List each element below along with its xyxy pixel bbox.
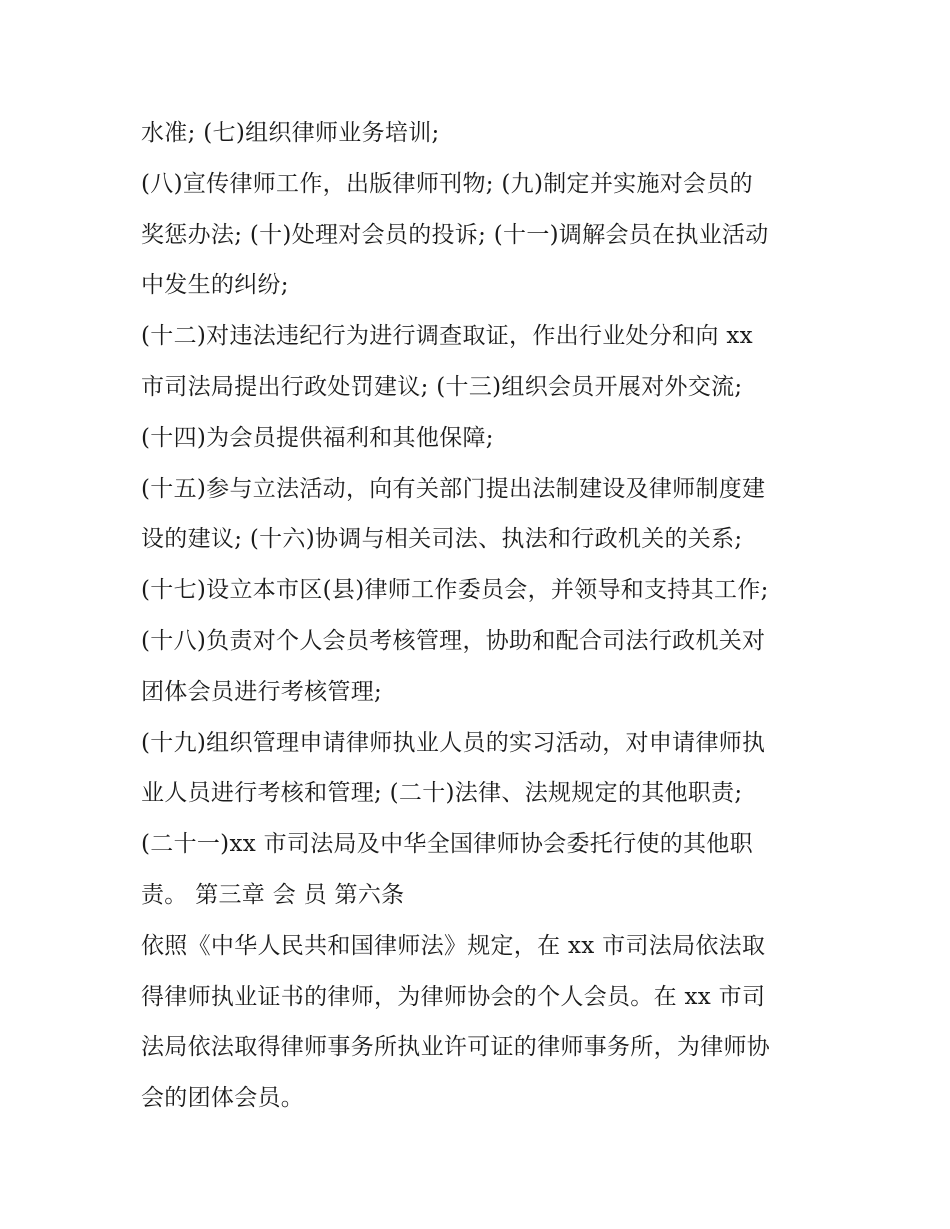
text-line: 业人员进行考核和管理; (二十)法律、法规规定的其他职责;	[141, 780, 743, 807]
text-line: (十八)负责对个人会员考核管理，协助和配合司法行政机关对	[141, 627, 766, 654]
text-line: (十七)设立本市区(县)律师工作委员会，并领导和支持其工作;	[141, 577, 769, 604]
text-line: (十九)组织管理申请律师执业人员的实习活动，对申请律师执	[141, 729, 766, 756]
text-line: 得律师执业证书的律师，为律师协会的个人会员。在 xx 市司	[141, 983, 766, 1010]
text-line: 会的团体会员。	[141, 1085, 305, 1112]
text-line: (八)宣传律师工作，出版律师刊物; (九)制定并实施对会员的	[141, 170, 753, 197]
text-line: 市司法局提出行政处罚建议; (十三)组织会员开展对外交流;	[141, 373, 743, 400]
text-line: (十二)对违法违纪行为进行调查取证，作出行业处分和向 xx	[141, 323, 753, 350]
text-line: 法局依法取得律师事务所执业许可证的律师事务所，为律师协	[141, 1034, 771, 1061]
text-line: 团体会员进行考核管理;	[141, 678, 383, 705]
text-line: (十五)参与立法活动，向有关部门提出法制建设及律师制度建	[141, 475, 766, 502]
text-line: 设的建议; (十六)协调与相关司法、执法和行政机关的关系;	[141, 526, 743, 553]
text-line: 中发生的纠纷;	[141, 272, 289, 299]
text-line: 奖惩办法; (十)处理对会员的投诉; (十一)调解会员在执业活动	[141, 221, 769, 248]
text-line: 水准; (七)组织律师业务培训;	[141, 120, 440, 146]
text-line: 责。 第三章 会 员 第六条	[141, 881, 405, 908]
text-line: 依照《中华人民共和国律师法》规定，在 xx 市司法局依法取	[141, 932, 766, 959]
document-body	[141, 108, 821, 1124]
text-line: (十四)为会员提供福利和其他保障;	[141, 424, 494, 451]
text-line: (二十一)xx 市司法局及中华全国律师协会委托行使的其他职	[141, 831, 753, 858]
